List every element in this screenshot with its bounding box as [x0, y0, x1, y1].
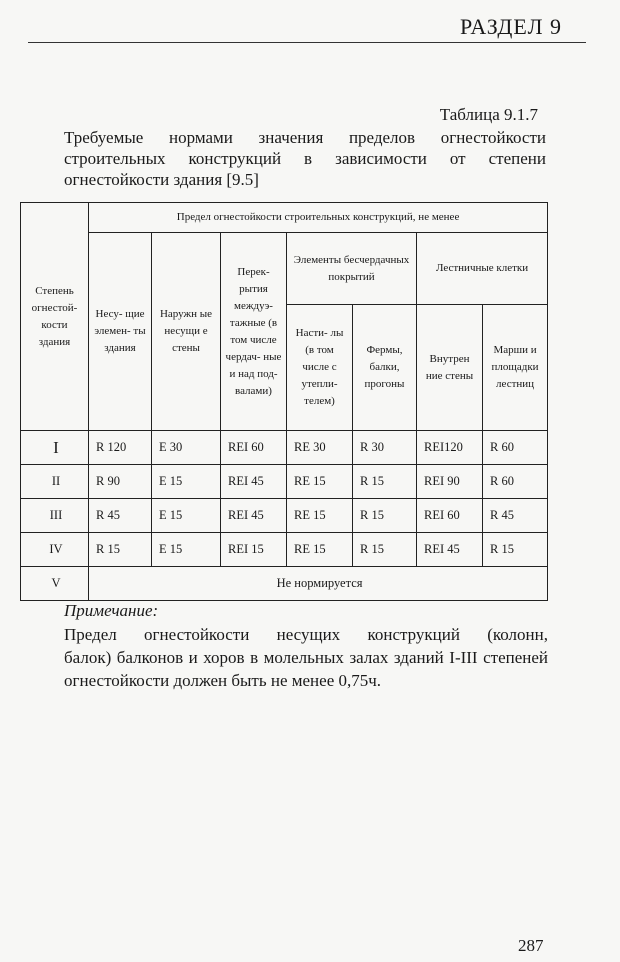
table-cell: R 15 — [483, 533, 548, 567]
header-group-stairs: Лестничные клетки — [417, 233, 548, 305]
header-degree: Степень огнестой- кости здания — [21, 203, 89, 431]
table-cell: E 15 — [152, 499, 221, 533]
table-cell: R 15 — [353, 533, 417, 567]
table-cell: R 15 — [353, 465, 417, 499]
table-cell: RE 15 — [287, 499, 353, 533]
table-title-line: Требуемые нормами значения пределов огнестойкости — [64, 128, 546, 147]
table-cell: E 30 — [152, 431, 221, 465]
header-external-walls: Наружн ые несущи е стены — [152, 233, 221, 431]
header-roof-decks: Насти- лы (в том числе с утепли- телем) — [287, 305, 353, 431]
table-title-line: строительных конструкций в зависимости от степени — [64, 149, 546, 168]
cell-degree: IV — [21, 533, 89, 567]
table-title-line: огнестойкости здания [9.5] — [64, 170, 259, 189]
table-caption: Таблица 9.1.7 — [439, 105, 538, 124]
table-cell: RE 15 — [287, 465, 353, 499]
header-floors: Перек- рытия междуэ- тажные (в том числе чердач- ные и над под- валами) — [221, 233, 287, 431]
table-cell: R 90 — [89, 465, 152, 499]
note-text — [64, 623, 548, 692]
note-line: Предел огнестойкости несущих конструкций (колонн, — [64, 625, 548, 644]
header-bearing: Несу- щие элемен- ты здания — [89, 233, 152, 431]
cell-degree: I — [21, 431, 89, 465]
section-title: РАЗДЕЛ 9 — [459, 14, 562, 39]
table-row — [21, 465, 548, 499]
table-row — [21, 533, 548, 567]
table-cell: R 15 — [353, 499, 417, 533]
header-stair-walls: Внутрен ние стены — [417, 305, 483, 431]
table-cell: R 60 — [483, 465, 548, 499]
table-cell: REI 45 — [417, 533, 483, 567]
table-row — [21, 499, 548, 533]
table-cell: R 45 — [483, 499, 548, 533]
table-cell: RE 30 — [287, 431, 353, 465]
table-cell: R 120 — [89, 431, 152, 465]
fire-resistance-table — [20, 202, 548, 601]
table-cell: REI 60 — [417, 499, 483, 533]
table-row — [21, 431, 548, 465]
note-line: огнестойкости должен быть не менее 0,75ч. — [64, 671, 382, 690]
table-cell: E 15 — [152, 465, 221, 499]
table-cell-not-regulated: Не нормируется — [89, 567, 548, 601]
table-row — [21, 567, 548, 601]
header-roof-trusses: Фермы, балки, прогоны — [353, 305, 417, 431]
table-cell: R 60 — [483, 431, 548, 465]
header-rule — [28, 42, 586, 43]
header-group-roof: Элементы бесчердачных покрытий — [287, 233, 417, 305]
table-cell: REI 90 — [417, 465, 483, 499]
cell-degree: V — [21, 567, 89, 601]
table-cell: R 15 — [89, 533, 152, 567]
table-cell: REI 45 — [221, 499, 287, 533]
table-cell: REI 45 — [221, 465, 287, 499]
cell-degree: II — [21, 465, 89, 499]
table-cell: REI 15 — [221, 533, 287, 567]
header-stair-flights: Марши и площадки лестниц — [483, 305, 548, 431]
table-cell: E 15 — [152, 533, 221, 567]
table-cell: R 30 — [353, 431, 417, 465]
header-group-limits: Предел огнестойкости строительных конструкций, не менее — [89, 203, 548, 233]
table-cell: RE 15 — [287, 533, 353, 567]
note-line: балок) балконов и хоров в молельных залах зданий I-III степеней — [64, 648, 548, 667]
table-cell: R 45 — [89, 499, 152, 533]
note-title: Примечание: — [64, 601, 159, 620]
table-cell: REI120 — [417, 431, 483, 465]
page-number: 287 — [518, 936, 544, 955]
cell-degree: III — [21, 499, 89, 533]
table-cell: REI 60 — [221, 431, 287, 465]
table-title — [64, 127, 546, 190]
